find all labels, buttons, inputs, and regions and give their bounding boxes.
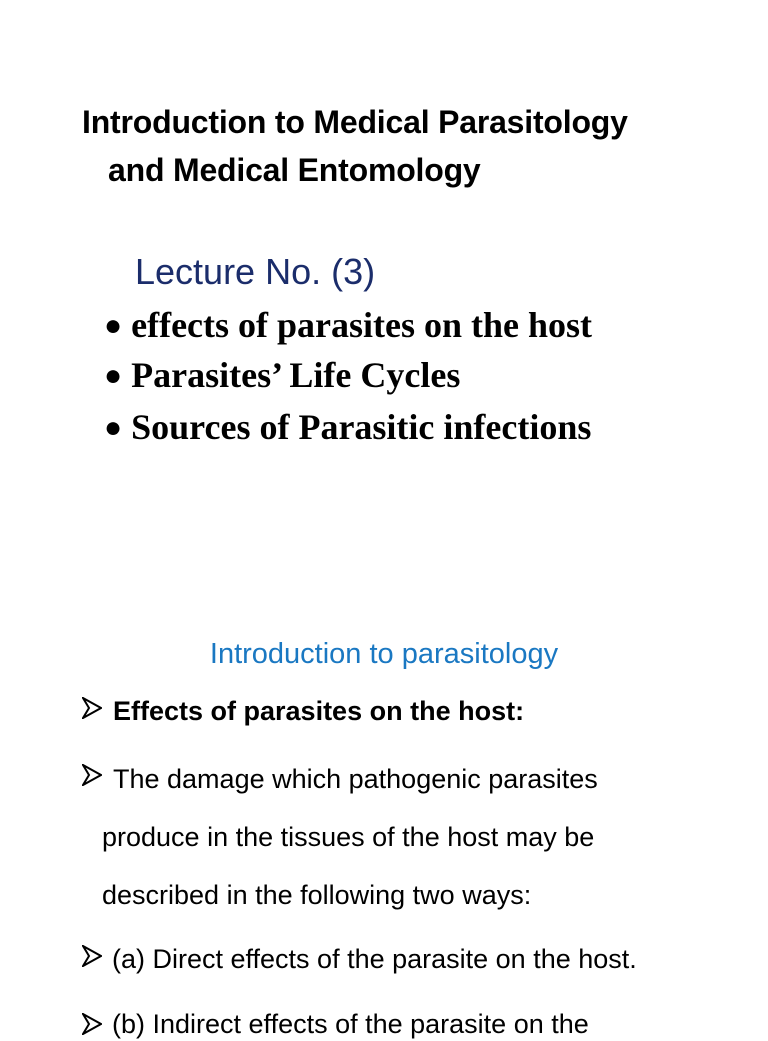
section-heading: Introduction to parasitology	[209, 638, 559, 670]
arrowhead-bullet-icon	[82, 1013, 102, 1035]
arrowhead-bullet-icon	[82, 764, 102, 786]
topic-label: Sources of Parasitic infections	[131, 407, 592, 447]
paragraph-line: described in the following two ways:	[102, 880, 532, 910]
paragraph-line: produce in the tissues of the host may be	[102, 822, 595, 852]
arrowhead-bullet-icon	[82, 697, 102, 719]
document-title-line-2: and Medical Entomology	[108, 152, 481, 188]
topic-item	[104, 353, 460, 398]
arrowhead-bullet-icon	[82, 945, 102, 967]
topic-label: Parasites’ Life Cycles	[131, 355, 461, 395]
bullet-icon: ●	[104, 411, 123, 444]
lecture-number: Lecture No. (3)	[135, 251, 376, 292]
paragraph-line: The damage which pathogenic parasites	[113, 764, 598, 794]
point-direct-effects: (a) Direct effects of the parasite on the host.	[112, 944, 637, 974]
point-effects-heading: Effects of parasites on the host:	[113, 696, 525, 726]
bullet-icon: ●	[104, 359, 123, 392]
topic-item	[104, 405, 591, 450]
topic-label: effects of parasites on the host	[131, 305, 593, 345]
bullet-icon: ●	[104, 309, 123, 342]
topic-item	[104, 303, 592, 348]
document-title-line-1: Introduction to Medical Parasitology	[82, 104, 628, 140]
point-indirect-effects: (b) Indirect effects of the parasite on the	[112, 1009, 589, 1039]
